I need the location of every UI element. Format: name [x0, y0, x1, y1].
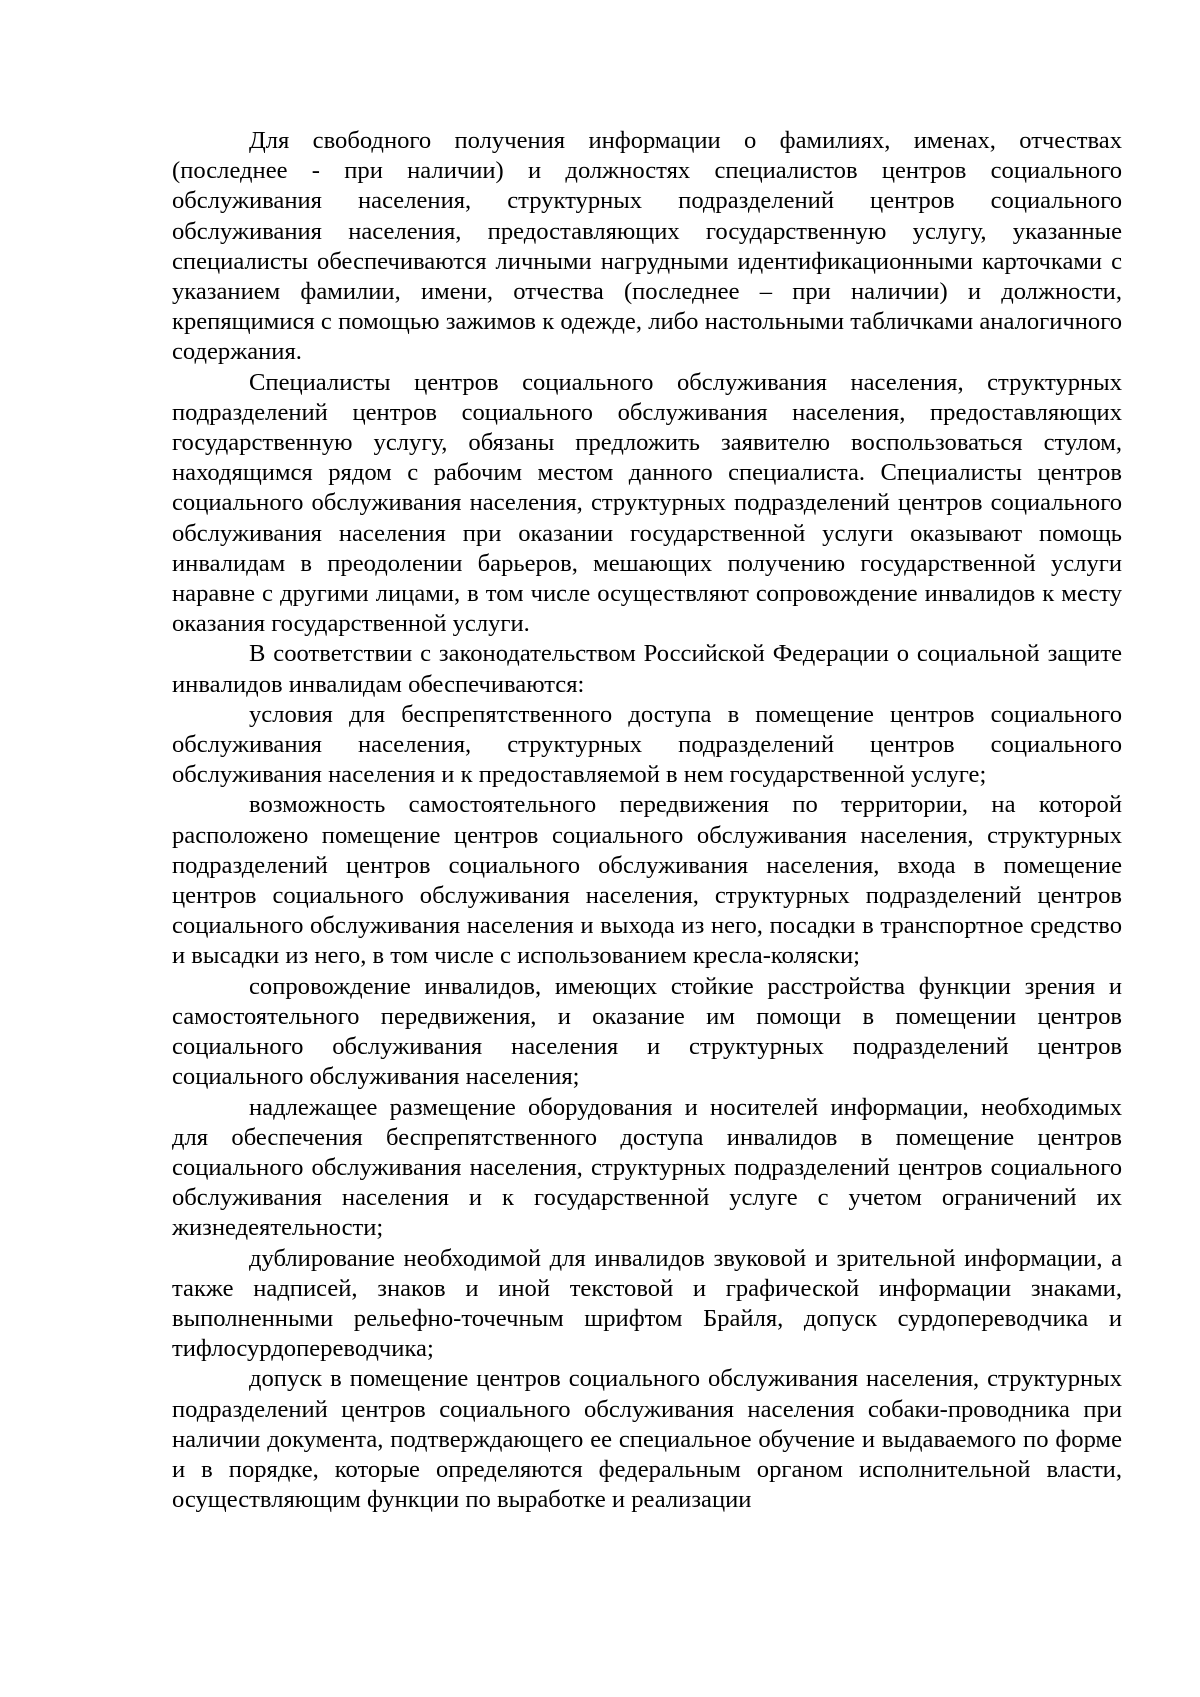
paragraph-guide-dog-admission: допуск в помещение центров социального обслуживания населения, структурных подразделений центров социального обслуживания населения собаки-проводника при наличии документа, подтверждающего ее специальное обучение и выдаваемого по форме и в порядке, которые определяются федеральным органом исполнительной власти, осуществляющим функции по выработке и реализации: [172, 1365, 1122, 1514]
paragraph-information-duplication: дублирование необходимой для инвалидов звуковой и зрительной информации, а также надписей, знаков и иной текстовой и графической информации знаками, выполненными рельефно-точечным шрифтом Брайля, допуск сурдопереводчика и тифлосурдопереводчика;: [172, 1244, 1122, 1363]
paragraph-escort: сопровождение инвалидов, имеющих стойкие расстройства функции зрения и самостоятельного передвижения, и оказание им помощи в помещении центров социального обслуживания населения и структурных подразделений центров социального обслуживания населения;: [172, 972, 1122, 1091]
paragraph-independent-movement: возможность самостоятельного передвижения по территории, на которой расположено помещение центров социального обслуживания населения, структурных подразделений центров социального обслуживания населения, входа в помещение центров социального обслуживания населения, структурных подразделений центров социального обслуживания населения и выхода из него, посадки в транспортное средство и высадки из него, в том числе с использованием кресла-коляски;: [172, 791, 1122, 970]
paragraph-access-conditions: условия для беспрепятственного доступа в помещение центров социального обслуживания населения, структурных подразделений центров социального обслуживания населения и к предоставляемой в нем государственной услуге;: [172, 700, 1122, 789]
paragraph-equipment-placement: надлежащее размещение оборудования и носителей информации, необходимых для обеспечения беспрепятственного доступа инвалидов в помещение центров социального обслуживания населения, структурных подразделений центров социального обслуживания населения и к государственной услуге с учетом ограничений их жизнедеятельности;: [172, 1093, 1122, 1242]
paragraph-staff-assistance: Специалисты центров социального обслуживания населения, структурных подразделений центров социального обслуживания населения, предоставляющих государственную услугу, обязаны предложить заявителю воспользоваться стулом, находящимся рядом с рабочим местом данного специалиста. Специалисты центров социального обслуживания населения, структурных подразделений центров социального обслуживания населения при оказании государственной услуги оказывают помощь инвалидам в преодолении барьеров, мешающих получению государственной услуги наравне с другими лицами, в том числе осуществляют сопровождение инвалидов к месту оказания государственной услуги.: [172, 368, 1122, 638]
paragraph-staff-id-cards: Для свободного получения информации о фамилиях, именах, отчествах (последнее - при наличии) и должностях специалистов центров социального обслуживания населения, структурных подразделений центров социального обслуживания населения, предоставляющих государственную услугу, указанные специалисты обеспечиваются личными нагрудными идентификационными карточками с указанием фамилии, имени, отчества (последнее – при наличии) и должности, крепящимися с помощью зажимов к одежде, либо настольными табличками аналогичного содержания.: [172, 127, 1122, 366]
paragraph-legislation-intro: В соответствии с законодательством Российской Федерации о социальной защите инвалидов инвалидам обеспечиваются:: [172, 640, 1122, 698]
document-page: [172, 126, 1122, 1515]
